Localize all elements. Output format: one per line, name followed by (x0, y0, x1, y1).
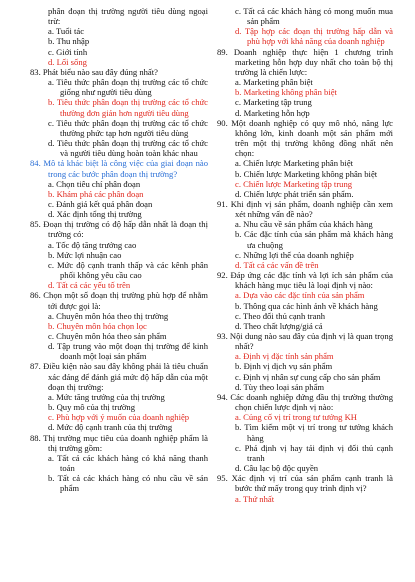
right-option: c. Tất cả các khách hàng có mong muốn mua sản phẩm (235, 6, 393, 27)
right-option: b. Các đặc tính của sản phẩm mà khách hàng ưa chuộng (235, 229, 393, 250)
left-option: b. Tất cả các khách hàng có nhu cầu về sản phẩm (48, 473, 208, 494)
right-option: c. Định vị nhân sự cung cấp cho sản phẩm (235, 371, 381, 382)
right-question: 95. Xác định vị trí của sản phẩm cạnh tranh là bước thứ mấy trong quy trình định vị? (217, 473, 393, 494)
right-option: b. Chiến lược Marketing không phân biệt (235, 168, 378, 179)
left-option: a. Mức tăng trưởng của thị trường (48, 391, 165, 402)
right-option: a. Dựa vào các đặc tính của sản phẩm (235, 290, 365, 301)
left-option: b. Tiêu thức phân đoạn thị trường các tổ chức thường đơn giản hơn người tiêu dùng (48, 97, 208, 118)
left-text: phân đoạn thị trường người tiêu dùng ngoại trừ: (48, 6, 208, 27)
right-option: d. Tập hợp các đoạn thị trường hấp dẫn và phù hợp với khả năng của doanh nghiệp (235, 26, 393, 47)
right-option: a. Chiến lược Marketing phân biệt (235, 158, 354, 169)
left-option: b. Khám phá các phân đoạn (48, 188, 144, 199)
left-option: d. Mức độ cạnh tranh của thị trường (48, 422, 173, 433)
left-column (30, 6, 208, 494)
right-option: b. Marketing không phân biệt (235, 87, 337, 98)
left-question: 88. Thị trường mục tiêu của doanh nghiệp phẩm là thị trường gồm: (30, 432, 208, 453)
right-question: 92. Đáp ứng các đặc tính và lợi ích sản phẩm của khách hàng mục tiêu là loại định vị nào: (217, 270, 393, 291)
right-option: b. Thông qua các hình ảnh về khách hàng (235, 300, 378, 311)
right-option: c. Phá định vị hay tái định vị đối thủ cạnh tranh (235, 442, 393, 463)
left-option: a. Chuyên môn hóa theo thị trường (48, 310, 169, 321)
left-option: c. Chuyên môn hóa theo sản phẩm (48, 331, 167, 341)
left-option: c. Tiêu thức phân đoạn thị trường các tổ chức thường phức tạp hơn người tiêu dùng (48, 117, 208, 138)
left-option: c. Giới tính (48, 46, 88, 57)
right-option: c. Chiến lược Marketing tập trung (235, 178, 353, 189)
right-option: d. Câu lạc bộ độc quyền (235, 463, 319, 474)
right-option: d. Chiến lược phát triển sản phẩm. (235, 188, 354, 199)
left-option: a. Chọn tiêu chí phân đoạn (48, 178, 141, 189)
right-option: c. Những lợi thế của doanh nghiệp (235, 249, 354, 260)
right-option: d. Tất cả các vấn đề trên (235, 259, 319, 270)
left-question: 87. Điều kiện nào sau đây không phải là tiêu chuẩn xác đáng để đánh giá mức độ hấp dẫn của một đoạn thị trường: (30, 361, 208, 392)
left-question: 83. Phát biểu nào sau đây đúng nhất? (30, 66, 158, 77)
right-option: c. Theo đối thủ cạnh tranh (235, 310, 326, 321)
left-option: d. Tất cả các yếu tố trên (48, 280, 131, 291)
left-option: b. Mức lợi nhuận cao (48, 249, 122, 260)
left-option: a. Tốc độ tăng trưởng cao (48, 239, 137, 250)
left-option: a. Tuổi tác (48, 26, 85, 37)
right-column (217, 6, 393, 504)
left-option: a. Tiêu thức phân đoạn thị trường các tổ chức giống như người tiêu dùng (48, 77, 208, 98)
left-option: b. Chuyên môn hóa chọn lọc (48, 320, 147, 331)
left-option: b. Quy mô của thị trường (48, 402, 136, 413)
right-question: 91. Khi định vị sản phẩm, doanh nghiệp cần xem xét những vấn đề nào? (217, 198, 393, 220)
right-question: 90. Một doanh nghiệp có quy mô nhỏ, năng lực không lớn, kinh doanh một sản phẩm mới trên một thị trường không đồng nhất nên chọn: (217, 117, 393, 159)
right-option: c. Marketing tập trung (235, 97, 312, 108)
right-option: d. Theo chất lượng/giá cả (235, 320, 323, 331)
left-option: d. Tiêu thức phân đoạn thị trường các tổ chức và người tiêu dùng hoàn toàn khác nhau (48, 138, 208, 159)
left-option: c. Mức độ cạnh tranh thấp và các kênh phân phối không yêu cầu cao (48, 259, 208, 281)
right-option: b. Tìm kiếm một vị trí trong tư tưởng khách hàng (235, 422, 393, 443)
left-option: d. Tập trung vào một đoạn thị trường để kinh doanh một loại sản phẩm (48, 341, 208, 362)
left-option: a. Tất cả các khách hàng có khả năng thanh toán (48, 452, 208, 474)
left-question: 84. Mô tả khác biệt là công việc của giai đoạn nào trong các bước phân đoạn thị trường? (30, 158, 208, 179)
right-question: 89. Doanh nghiệp thực hiện 1 chương trình marketing hỗn hợp duy nhất cho toàn bộ thị trường là chiến lược: (217, 46, 393, 77)
left-option: c. Phù hợp với ý muốn của doanh nghiệp (48, 412, 190, 423)
right-option: a. Củng cố vị trí trong tư tưởng KH (235, 412, 357, 423)
left-option: d. Xác định tổng thị trường (48, 209, 142, 220)
right-option: d. Tùy theo loại sản phẩm (235, 381, 325, 392)
right-option: b. Định vị dịch vụ sản phẩm (235, 361, 333, 372)
left-option: c. Đánh giá kết quả phân đoạn (48, 198, 153, 209)
left-question: 86. Chọn một số đoạn thị trường phù hợp để nhằm tới được gọi là: (30, 290, 208, 311)
right-option: a. Định vị đặc tính sản phẩm (235, 351, 334, 362)
left-option: d. Lối sống (48, 56, 87, 67)
right-option: a. Thứ nhất (235, 493, 275, 504)
right-option: a. Marketing phân biệt (235, 77, 313, 88)
left-question: 85. Đoạn thị trường có độ hấp dẫn nhất là đoạn thị trường có: (30, 219, 208, 240)
right-option: a. Nhu cầu về sản phẩm của khách hàng (235, 219, 373, 230)
left-option: b. Thu nhập (48, 36, 90, 47)
right-option: d. Marketing hỗn hợp (235, 107, 310, 118)
right-question: 93. Nội dung nào sau đây của định vị là quan trọng nhất? (217, 331, 393, 352)
right-question: 94. Các doanh nghiệp đứng đầu thị trường thường chọn chiến lược định vị nào: (217, 391, 393, 413)
